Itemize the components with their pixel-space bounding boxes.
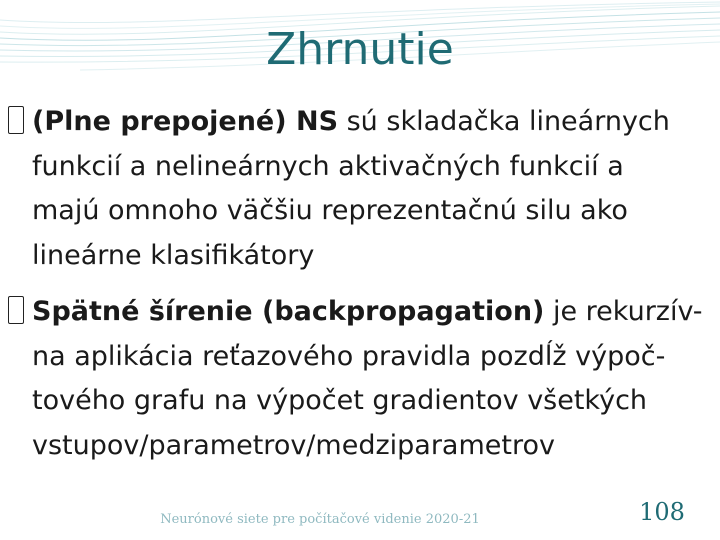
page-number: 108 <box>639 498 685 526</box>
bullet-line: majú omnoho väčšiu reprezentačnú silu ako <box>32 195 628 226</box>
bullet-text: sú skladačka lineárnych <box>338 106 670 137</box>
bullet-line: na aplikácia reťazového pravidla pozdĺž výpoč- <box>32 340 666 372</box>
bullet-line <box>32 290 703 335</box>
bullet-line <box>32 100 698 145</box>
slide-title: Zhrnutie <box>266 24 454 75</box>
bullet-1 <box>8 100 698 278</box>
footer-course-name: Neurónové siete pre počítačové videnie 2020-21 <box>160 512 480 527</box>
bullet-term: (Plne prepojené) NS <box>32 106 339 137</box>
bullet-term: Spätné šírenie (backpropagation) <box>32 296 545 327</box>
bullet-line: tového grafu na výpočet gradientov všetkých <box>32 385 648 416</box>
bullet-line: vstupov/parametrov/medziparametrov <box>32 429 555 461</box>
bullet-marker-icon <box>8 106 24 134</box>
bullet-line: lineárne klasifikátory <box>32 239 315 271</box>
bullet-marker-icon <box>8 296 24 324</box>
bullet-2 <box>8 290 703 468</box>
bullet-line: funkcií a nelineárnych aktivačných funkcií a <box>32 150 624 182</box>
bullet-text: je rekurzív- <box>544 296 703 327</box>
